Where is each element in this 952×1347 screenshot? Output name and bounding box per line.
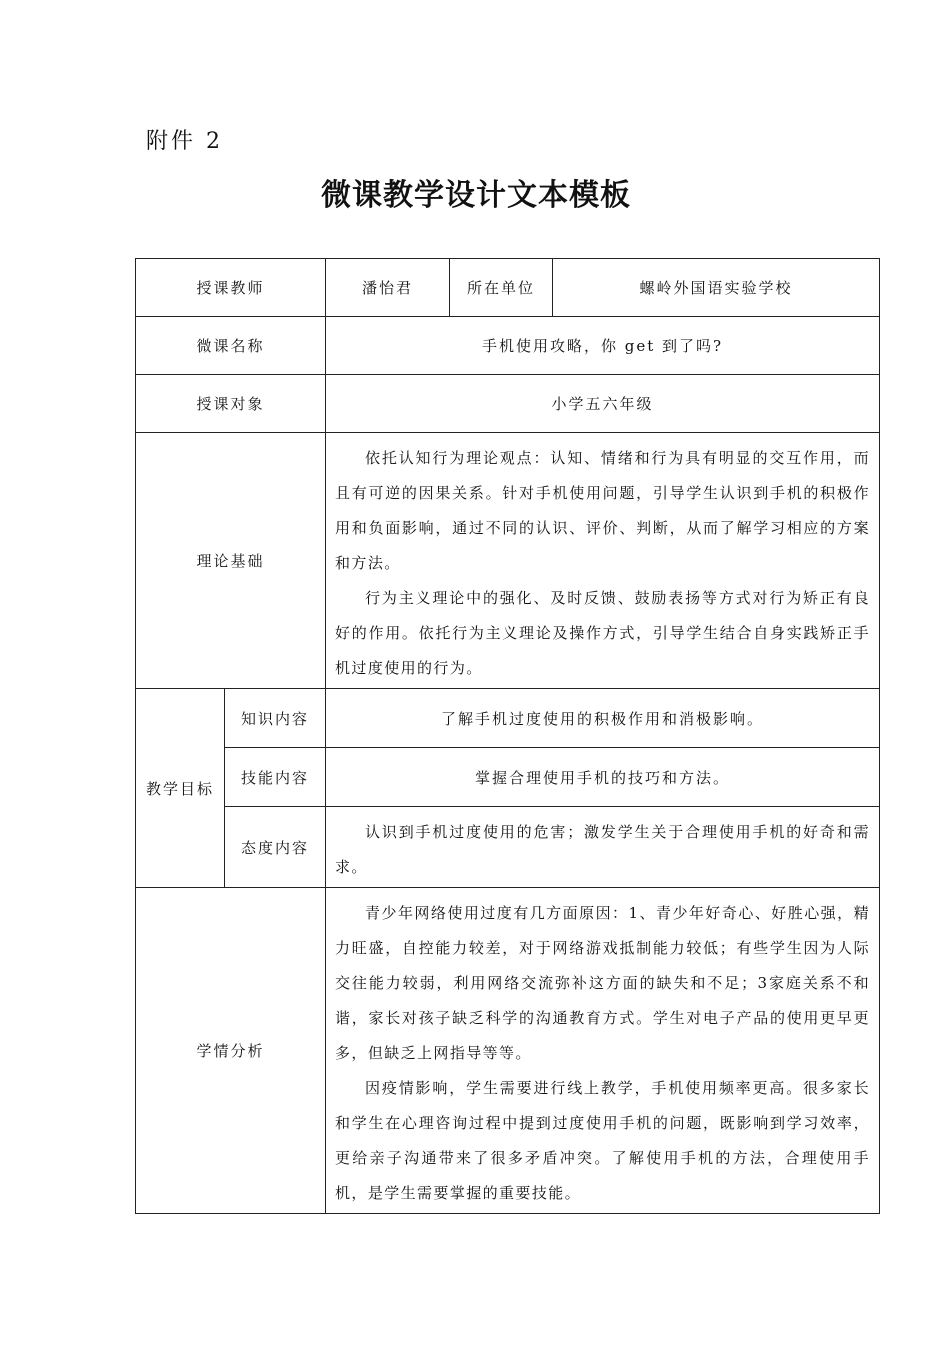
row-skill <box>136 748 880 807</box>
page-title: 微课教学设计文本模板 <box>321 178 631 213</box>
teacher-value: 潘怡君 <box>326 259 450 317</box>
knowledge-value: 了解手机过度使用的积极作用和消极影响。 <box>326 689 880 748</box>
theory-paragraph-1: 依托认知行为理论观点：认知、情绪和行为具有明显的交互作用，而且有可逆的因果关系。针对手机使用问题，引导学生认识到手机的积极作用和负面影响，通过不同的认识、评价、判断，从而了解学习相应的方案和方法。 <box>335 449 871 572</box>
course-name-label: 微课名称 <box>136 317 326 375</box>
row-knowledge <box>136 689 880 748</box>
row-audience <box>136 375 880 433</box>
row-teacher <box>136 259 880 317</box>
row-theory <box>136 433 880 689</box>
audience-value: 小学五六年级 <box>326 375 880 433</box>
row-attitude <box>136 807 880 888</box>
theory-label: 理论基础 <box>136 433 326 689</box>
skill-label: 技能内容 <box>225 748 326 807</box>
attitude-content <box>326 807 880 888</box>
audience-label: 授课对象 <box>136 375 326 433</box>
attitude-value: 认识到手机过度使用的危害；激发学生关于合理使用手机的好奇和需求。 <box>335 823 871 876</box>
analysis-label: 学情分析 <box>136 888 326 1214</box>
analysis-paragraph-2: 因疫情影响，学生需要进行线上教学，手机使用频率更高。很多家长和学生在心理咨询过程中提到过度使用手机的问题，既影响到学习效率，更给亲子沟通带来了很多矛盾冲突。了解使用手机的方法，合理使用手机，是学生需要掌握的重要技能。 <box>335 1079 871 1202</box>
unit-value: 螺岭外国语实验学校 <box>553 259 880 317</box>
attachment-label: 附件 2 <box>146 129 223 154</box>
analysis-paragraph-1: 青少年网络使用过度有几方面原因：1、青少年好奇心、好胜心强，精力旺盛，自控能力较差，对于网络游戏抵制能力较低；有些学生因为人际交往能力较弱，利用网络交流弥补这方面的缺失和不足；3家庭关系不和谐，家长对孩子缺乏科学的沟通教育方式。学生对电子产品的使用更早更多，但缺乏上网指导等等。 <box>335 904 871 1062</box>
theory-paragraph-2: 行为主义理论中的强化、及时反馈、鼓励表扬等方式对行为矫正有良好的作用。依托行为主义理论及操作方式，引导学生结合自身实践矫正手机过度使用的行为。 <box>335 589 871 677</box>
teacher-label: 授课教师 <box>136 259 326 317</box>
course-name-value: 手机使用攻略，你 get 到了吗? <box>326 317 880 375</box>
knowledge-label: 知识内容 <box>225 689 326 748</box>
theory-content <box>326 433 880 689</box>
row-analysis <box>136 888 880 1214</box>
attitude-label: 态度内容 <box>225 807 326 888</box>
analysis-content <box>326 888 880 1214</box>
row-course-name <box>136 317 880 375</box>
unit-label: 所在单位 <box>450 259 553 317</box>
lesson-design-table <box>135 258 880 1214</box>
goals-label: 教学目标 <box>136 689 225 888</box>
skill-value: 掌握合理使用手机的技巧和方法。 <box>326 748 880 807</box>
